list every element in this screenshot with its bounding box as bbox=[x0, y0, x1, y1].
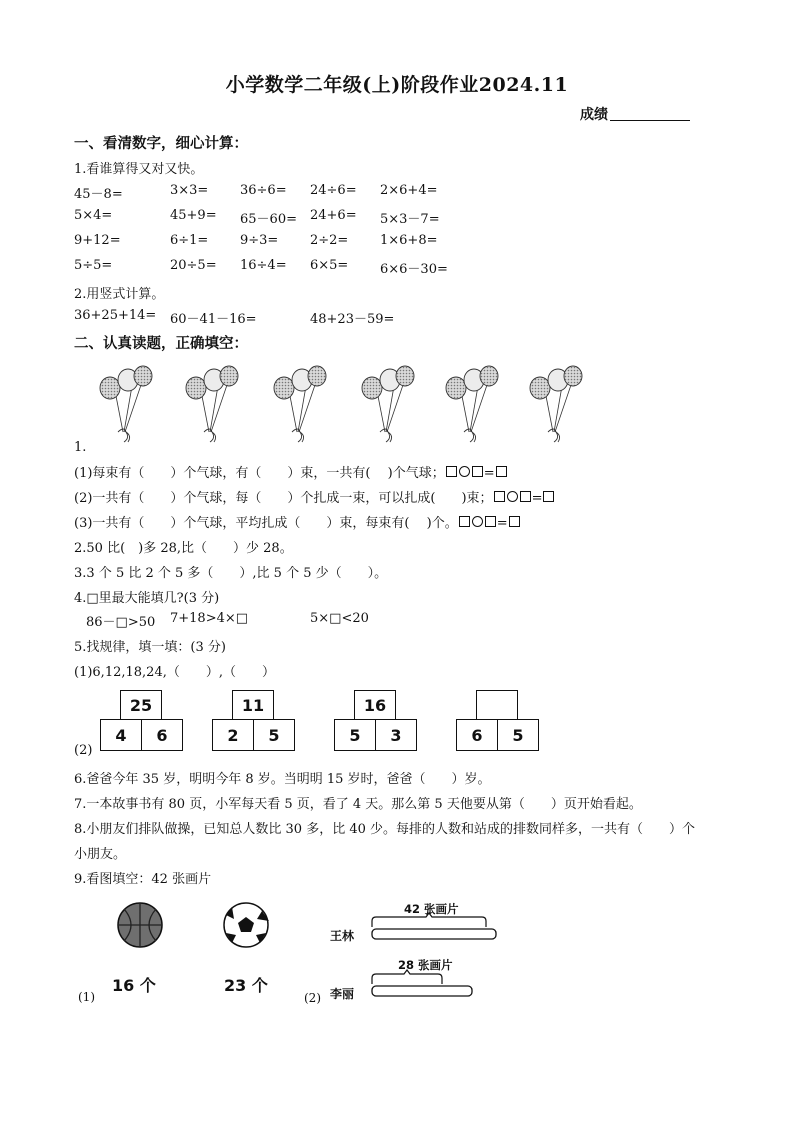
vertical-item: 36+25+14= bbox=[74, 308, 157, 323]
q4-item: 86－□>50 bbox=[86, 615, 156, 630]
q5-2-label: (2) bbox=[74, 743, 93, 758]
q8-text-line-2: 小朋友。 bbox=[74, 847, 127, 862]
answer-box[interactable] bbox=[496, 466, 507, 477]
bar-diagram bbox=[372, 913, 496, 996]
oral-item: 6×5= bbox=[310, 258, 349, 273]
basketball-count: 16 个 bbox=[112, 976, 156, 995]
balloon-bunch bbox=[530, 366, 582, 442]
pyramid-top-cell: 25 bbox=[120, 690, 162, 720]
answer-box[interactable] bbox=[494, 491, 505, 502]
bar-name-label: 王林 bbox=[330, 929, 355, 943]
oral-item: 36÷6= bbox=[240, 183, 287, 198]
q4-item: 5×□<20 bbox=[310, 611, 369, 626]
pyramid-left-cell: 6 bbox=[456, 719, 498, 751]
oral-item: 9÷3= bbox=[240, 233, 279, 248]
q4-label: 4.□里最大能填几?(3 分) bbox=[74, 591, 220, 606]
oral-item: 5÷5= bbox=[74, 258, 113, 273]
q1-line-2: (2)一共有（ ）个气球，每（ ）个扎成一束，可以扎成( )束； = bbox=[74, 487, 555, 506]
score-field bbox=[580, 104, 690, 124]
pyramid-top-cell: 16 bbox=[354, 690, 396, 720]
balloon-bunch bbox=[100, 366, 152, 442]
number-pyramid bbox=[100, 690, 184, 752]
page-title: 小学数学二年级(上)阶段作业2024.11 bbox=[225, 74, 569, 96]
bar-value-label: 42 张画片 bbox=[404, 902, 459, 916]
operator-circle[interactable] bbox=[507, 491, 518, 502]
oral-item: 24+6= bbox=[310, 208, 357, 223]
answer-box[interactable] bbox=[446, 466, 457, 477]
oral-item: 65－60= bbox=[240, 212, 297, 227]
answer-box[interactable] bbox=[520, 491, 531, 502]
pyramid-right-cell: 5 bbox=[497, 719, 539, 751]
q9-fig2-label: (2) bbox=[304, 991, 321, 1005]
soccer-ball-icon bbox=[224, 903, 269, 947]
score-blank[interactable] bbox=[610, 106, 690, 121]
oral-item: 5×3－7= bbox=[380, 212, 440, 227]
oral-item: 45－8= bbox=[74, 187, 123, 202]
oral-item: 1×6+8= bbox=[380, 233, 438, 248]
pyramid-right-cell: 6 bbox=[141, 719, 183, 751]
pyramid-top-cell-blank[interactable] bbox=[476, 690, 518, 720]
oral-item: 20÷5= bbox=[170, 258, 217, 273]
oral-item: 2÷2= bbox=[310, 233, 349, 248]
pyramid-left-cell: 5 bbox=[334, 719, 376, 751]
pyramid-right-cell: 3 bbox=[375, 719, 417, 751]
basketball-icon bbox=[118, 903, 162, 947]
oral-item: 6×6－30= bbox=[380, 262, 448, 277]
oral-item: 9+12= bbox=[74, 233, 121, 248]
balloon-bunch bbox=[274, 366, 326, 442]
vertical-item: 48+23－59= bbox=[310, 312, 395, 327]
q8-text-line-1: 8.小朋友们排队做操，已知总人数比 30 多，比 40 少。每排的人数和站成的排数同样多，一共有（ ）个 bbox=[74, 822, 696, 837]
q7-text: 7.一本故事书有 80 页，小军每天看 5 页，看了 4 天。那么第 5 天他要从第（ ）页开始看起。 bbox=[74, 797, 642, 812]
q2-label: 2.用竖式计算。 bbox=[74, 287, 165, 302]
q1-line-3: (3)一共有（ ）个气球，平均扎成（ ）束，每束有( )个。 = bbox=[74, 512, 521, 531]
answer-box[interactable] bbox=[459, 516, 470, 527]
answer-box[interactable] bbox=[472, 466, 483, 477]
pyramid-left-cell: 4 bbox=[100, 719, 142, 751]
balloon-bunch bbox=[446, 366, 498, 442]
q6-text: 6.爸爸今年 35 岁，明明今年 8 岁。当明明 15 岁时，爸爸（ ）岁。 bbox=[74, 772, 491, 787]
number-pyramid bbox=[456, 690, 540, 752]
score-label: 成绩 bbox=[580, 107, 608, 123]
oral-item: 2×6+4= bbox=[380, 183, 438, 198]
oral-item: 5×4= bbox=[74, 208, 113, 223]
operator-circle[interactable] bbox=[472, 516, 483, 527]
section-heading-2: 二、认真读题，正确填空： bbox=[74, 335, 248, 352]
number-pyramid bbox=[334, 690, 418, 752]
q5-label: 5.找规律，填一填：(3 分) bbox=[74, 640, 226, 655]
answer-box[interactable] bbox=[509, 516, 520, 527]
vertical-item: 60－41－16= bbox=[170, 312, 257, 327]
number-pyramid bbox=[212, 690, 296, 752]
balloon-bunch bbox=[362, 366, 414, 442]
oral-item: 24÷6= bbox=[310, 183, 357, 198]
answer-box[interactable] bbox=[543, 491, 554, 502]
balloon-bunches-illustration bbox=[96, 360, 596, 452]
soccer-count: 23 个 bbox=[224, 976, 268, 995]
q1-line-1: (1)每束有（ ）个气球，有（ ）束，一共有( )个气球； = bbox=[74, 462, 508, 481]
q4-item: 7+18>4×□ bbox=[170, 611, 249, 626]
pyramid-left-cell: 2 bbox=[212, 719, 254, 751]
answer-box[interactable] bbox=[485, 516, 496, 527]
bar-name-label: 李丽 bbox=[330, 987, 355, 1001]
q5-1-text: (1)6,12,18,24,（ ）,（ ） bbox=[74, 665, 275, 680]
pyramid-top-cell: 11 bbox=[232, 690, 274, 720]
q3-text: 3.3 个 5 比 2 个 5 多（ ）,比 5 个 5 少（ ）。 bbox=[74, 566, 388, 581]
bar-value-label: 28 张画片 bbox=[398, 958, 453, 972]
oral-item: 16÷4= bbox=[240, 258, 287, 273]
oral-item: 45+9= bbox=[170, 208, 217, 223]
pyramid-right-cell: 5 bbox=[253, 719, 295, 751]
operator-circle[interactable] bbox=[459, 466, 470, 477]
q1-number: 1. bbox=[74, 440, 87, 455]
q9-label: 9.看图填空：42 张画片 bbox=[74, 872, 212, 887]
q9-figures bbox=[74, 895, 514, 1010]
balloon-bunch bbox=[186, 366, 238, 442]
q2-text: 2.50 比( )多 28,比（ ）少 28。 bbox=[74, 541, 293, 556]
section-heading-1: 一、看清数字，细心计算： bbox=[74, 135, 248, 152]
oral-item: 3×3= bbox=[170, 183, 209, 198]
q9-fig1-label: (1) bbox=[78, 990, 95, 1004]
q1-label: 1.看谁算得又对又快。 bbox=[74, 162, 204, 177]
oral-item: 6÷1= bbox=[170, 233, 209, 248]
